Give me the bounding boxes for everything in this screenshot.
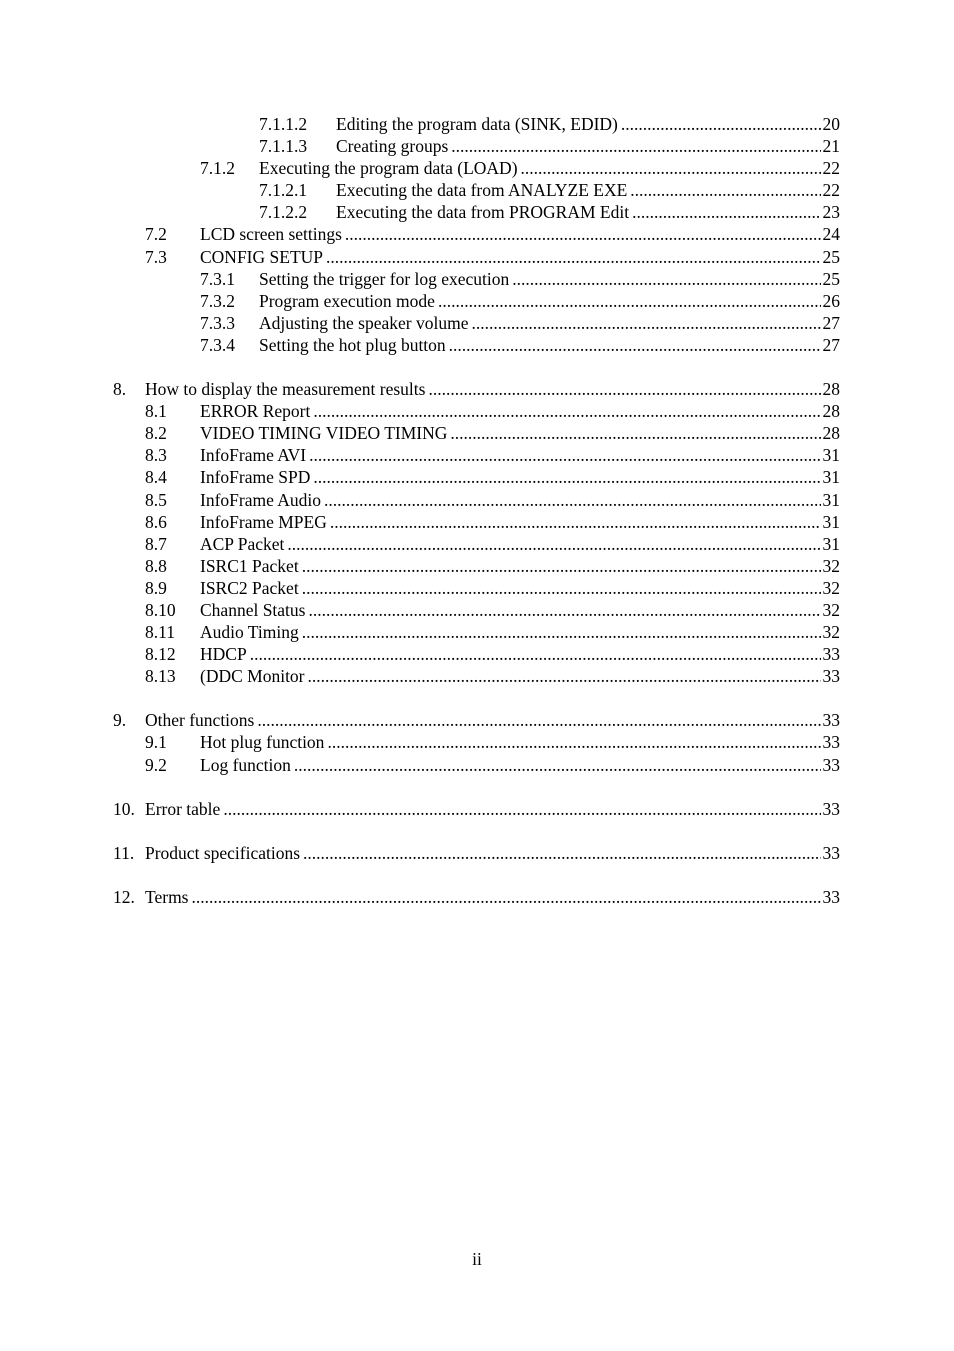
toc-entry-number: 8.4 (145, 467, 167, 488)
toc-entry-title: InfoFrame SPD (200, 466, 313, 488)
toc-entry[interactable] (0, 754, 954, 776)
toc-dot-leader (512, 268, 820, 290)
toc-entry[interactable] (0, 444, 954, 466)
page-number: ii (472, 1249, 482, 1269)
toc-entry-number: 7.3.1 (200, 268, 235, 289)
toc-entry-title: LCD screen settings (200, 223, 345, 245)
toc-entry-page: 33 (822, 732, 840, 753)
toc-entry-line (259, 312, 840, 334)
toc-entry-line (200, 731, 840, 753)
toc-entry-title: ACP Packet (200, 533, 287, 555)
toc-entry-line (200, 444, 840, 466)
toc-entry-page: 33 (822, 644, 840, 665)
toc-entry-number: 7.3.3 (200, 312, 235, 333)
toc-entry-page: 25 (822, 246, 840, 267)
toc-dot-leader (302, 621, 821, 643)
toc-entry-title: Executing the program data (LOAD) (259, 157, 521, 179)
toc-entry-page: 27 (822, 312, 840, 333)
toc-entry-title: CONFIG SETUP (200, 246, 326, 268)
toc-entry-title: Setting the trigger for log execution (259, 268, 512, 290)
toc-entry-number: 8.9 (145, 577, 167, 598)
toc-entry[interactable] (0, 555, 954, 577)
toc-dot-leader (326, 246, 820, 268)
toc-section-gap (0, 820, 954, 842)
toc-entry[interactable] (0, 599, 954, 621)
toc-entry-number: 7.3.2 (200, 290, 235, 311)
toc-entry-line (200, 555, 840, 577)
toc-entry-page: 33 (822, 666, 840, 687)
toc-entry-number: 8.13 (145, 666, 176, 687)
toc-entry-line (200, 533, 840, 555)
toc-entry-line (200, 246, 840, 268)
toc-dot-leader (223, 798, 820, 820)
toc-dot-leader (630, 179, 820, 201)
toc-entry-line (259, 290, 840, 312)
toc-entry[interactable] (0, 643, 954, 665)
toc-entry-line (200, 466, 840, 488)
toc-section-gap (0, 864, 954, 886)
toc-entry-title: How to display the measurement results (145, 378, 428, 400)
toc-entry-page: 25 (822, 268, 840, 289)
toc-entry[interactable] (0, 268, 954, 290)
toc-entry-title: Adjusting the speaker volume (259, 312, 471, 334)
toc-dot-leader (308, 599, 820, 621)
toc-dot-leader (327, 731, 820, 753)
toc-dot-leader (621, 113, 821, 135)
toc-entry-line (259, 334, 840, 356)
toc-entry-number: 11. (113, 842, 135, 863)
toc-dot-leader (324, 489, 820, 511)
toc-entry-title: (DDC Monitor (200, 665, 308, 687)
toc-entry-line (200, 754, 840, 776)
toc-entry-line (145, 886, 840, 908)
toc-entry-number: 8.12 (145, 644, 176, 665)
toc-entry-number: 12. (113, 886, 135, 907)
toc-entry-title: Executing the data from PROGRAM Edit (336, 201, 632, 223)
toc-section-gap (0, 356, 954, 378)
toc-entry-page: 28 (822, 423, 840, 444)
toc-dot-leader (428, 378, 820, 400)
toc-dot-leader (257, 709, 820, 731)
toc-entry-title: InfoFrame AVI (200, 444, 309, 466)
toc-entry-title: Program execution mode (259, 290, 438, 312)
toc-dot-leader (313, 466, 820, 488)
toc-entry[interactable] (0, 201, 954, 223)
toc-entry-number: 10. (113, 798, 135, 819)
toc-dot-leader (521, 157, 821, 179)
toc-entry[interactable] (0, 290, 954, 312)
toc-entry[interactable] (0, 533, 954, 555)
toc-entry[interactable] (0, 223, 954, 245)
toc-entry[interactable] (0, 798, 954, 820)
toc-section-gap (0, 687, 954, 709)
toc-entry[interactable] (0, 135, 954, 157)
toc-entry[interactable] (0, 422, 954, 444)
toc-entry-title: Other functions (145, 709, 257, 731)
toc-entry-line (336, 201, 840, 223)
toc-entry-number: 8.6 (145, 511, 167, 532)
toc-entry[interactable] (0, 400, 954, 422)
toc-entry-number: 9.1 (145, 732, 167, 753)
toc-entry-page: 33 (822, 710, 840, 731)
toc-entry-line (200, 400, 840, 422)
toc-entry-number: 7.2 (145, 224, 167, 245)
toc-dot-leader (302, 555, 821, 577)
toc-entry-number: 8.5 (145, 489, 167, 510)
toc-entry-number: 9. (113, 710, 127, 731)
toc-entry-page: 27 (822, 334, 840, 355)
toc-entry-title: ERROR Report (200, 400, 313, 422)
toc-entry-page: 22 (822, 180, 840, 201)
toc-entry-title: HDCP (200, 643, 250, 665)
toc-entry[interactable] (0, 842, 954, 864)
toc-entry[interactable] (0, 466, 954, 488)
toc-dot-leader (632, 201, 820, 223)
toc-entry-page: 31 (822, 533, 840, 554)
toc-entry-page: 32 (822, 555, 840, 576)
toc-entry-title: Executing the data from ANALYZE EXE (336, 179, 630, 201)
toc-entry[interactable] (0, 665, 954, 687)
toc-entry-line (200, 422, 840, 444)
toc-entry-line (200, 665, 840, 687)
toc-entry-line (336, 179, 840, 201)
toc-entry-page: 21 (822, 136, 840, 157)
toc-entry-title: Audio Timing (200, 621, 302, 643)
toc-entry[interactable] (0, 886, 954, 908)
toc-entry[interactable] (0, 334, 954, 356)
toc-entry[interactable] (0, 489, 954, 511)
toc-entry-page: 33 (822, 798, 840, 819)
toc-entry-title: Terms (145, 886, 192, 908)
toc-entry[interactable] (0, 621, 954, 643)
toc-entry-title: Hot plug function (200, 731, 327, 753)
toc-entry-line (259, 268, 840, 290)
toc-entry-number: 8.2 (145, 423, 167, 444)
toc-entry[interactable] (0, 511, 954, 533)
toc-entry[interactable] (0, 157, 954, 179)
toc-dot-leader (309, 444, 820, 466)
toc-entry-line (200, 599, 840, 621)
toc-entry-number: 7.3.4 (200, 334, 235, 355)
toc-entry[interactable] (0, 731, 954, 753)
toc-entry-title: Log function (200, 754, 294, 776)
toc-dot-leader (303, 842, 820, 864)
toc-entry-page: 33 (822, 754, 840, 775)
toc-entry-title: Product specifications (145, 842, 303, 864)
toc-entry-line (200, 577, 840, 599)
toc-entry-page: 33 (822, 842, 840, 863)
toc-entry-line (200, 511, 840, 533)
toc-entry-number: 7.1.1.2 (259, 114, 308, 134)
toc-dot-leader (302, 577, 821, 599)
toc-entry-title: ISRC1 Packet (200, 555, 302, 577)
toc-entry-title: InfoFrame MPEG (200, 511, 330, 533)
toc-entry-number: 7.1.1.3 (259, 136, 308, 157)
toc-entry-number: 8.7 (145, 533, 167, 554)
toc-dot-leader (451, 135, 820, 157)
toc-entry-page: 31 (822, 467, 840, 488)
toc-entry[interactable] (0, 709, 954, 731)
toc-entry-number: 7.3 (145, 246, 167, 267)
toc-entry-title: Error table (145, 798, 223, 820)
toc-entry-number: 8.10 (145, 599, 176, 620)
toc-entry-page: 20 (822, 114, 840, 134)
toc-dot-leader (438, 290, 821, 312)
toc-entry-title: Channel Status (200, 599, 308, 621)
toc-dot-leader (250, 643, 821, 665)
toc-entry-title: Setting the hot plug button (259, 334, 449, 356)
toc-entry-title: Creating groups (336, 135, 451, 157)
toc-dot-leader (449, 334, 821, 356)
toc-entry-page: 32 (822, 577, 840, 598)
toc-dot-leader (471, 312, 820, 334)
toc-entry-line (259, 157, 840, 179)
toc-entry[interactable] (0, 113, 954, 135)
toc-entry-title: VIDEO TIMING VIDEO TIMING (200, 422, 450, 444)
toc-entry-page: 26 (822, 290, 840, 311)
toc-entry[interactable] (0, 179, 954, 201)
toc-entry-number: 7.1.2.2 (259, 202, 308, 223)
toc-section-gap (0, 776, 954, 798)
toc-entry-title: ISRC2 Packet (200, 577, 302, 599)
toc-entry-page: 32 (822, 599, 840, 620)
toc-entry-page: 23 (822, 202, 840, 223)
toc-dot-leader (308, 665, 821, 687)
toc-entry-line (200, 489, 840, 511)
toc-entry-page: 31 (822, 489, 840, 510)
toc-dot-leader (287, 533, 820, 555)
toc-entry-line (145, 709, 840, 731)
toc-entry-number: 8.11 (145, 622, 175, 643)
toc-entry-line (200, 223, 840, 245)
toc-entry-page: 33 (822, 886, 840, 907)
toc-entry-line (336, 113, 840, 135)
toc-entry-page: 32 (822, 622, 840, 643)
toc-entry-line (145, 378, 840, 400)
toc-entry-title: InfoFrame Audio (200, 489, 324, 511)
toc-entry-title: Editing the program data (SINK, EDID) (336, 113, 621, 135)
toc-entry-page: 22 (822, 158, 840, 179)
toc-entry-number: 7.1.2.1 (259, 180, 308, 201)
toc-entry-page: 28 (822, 401, 840, 422)
toc-entry[interactable] (0, 378, 954, 400)
toc-entry-page: 28 (822, 379, 840, 400)
toc-entry-line (145, 842, 840, 864)
toc-entry-line (145, 798, 840, 820)
toc-entry-number: 8.8 (145, 555, 167, 576)
table-of-contents (0, 113, 954, 908)
toc-dot-leader (330, 511, 821, 533)
toc-entry-page: 24 (822, 224, 840, 245)
toc-entry-line (336, 135, 840, 157)
toc-entry-line (200, 621, 840, 643)
toc-entry-number: 8.3 (145, 445, 167, 466)
toc-dot-leader (192, 886, 821, 908)
toc-dot-leader (313, 400, 820, 422)
toc-entry[interactable] (0, 246, 954, 268)
toc-dot-leader (345, 223, 821, 245)
toc-dot-leader (294, 754, 821, 776)
toc-entry-number: 9.2 (145, 754, 167, 775)
toc-entry-number: 7.1.2 (200, 158, 235, 179)
toc-entry-number: 8. (113, 379, 127, 400)
toc-dot-leader (450, 422, 820, 444)
toc-entry-page: 31 (822, 511, 840, 532)
toc-entry[interactable] (0, 312, 954, 334)
toc-entry-number: 8.1 (145, 401, 167, 422)
toc-entry-page: 31 (822, 445, 840, 466)
toc-entry-line (200, 643, 840, 665)
toc-entry[interactable] (0, 577, 954, 599)
